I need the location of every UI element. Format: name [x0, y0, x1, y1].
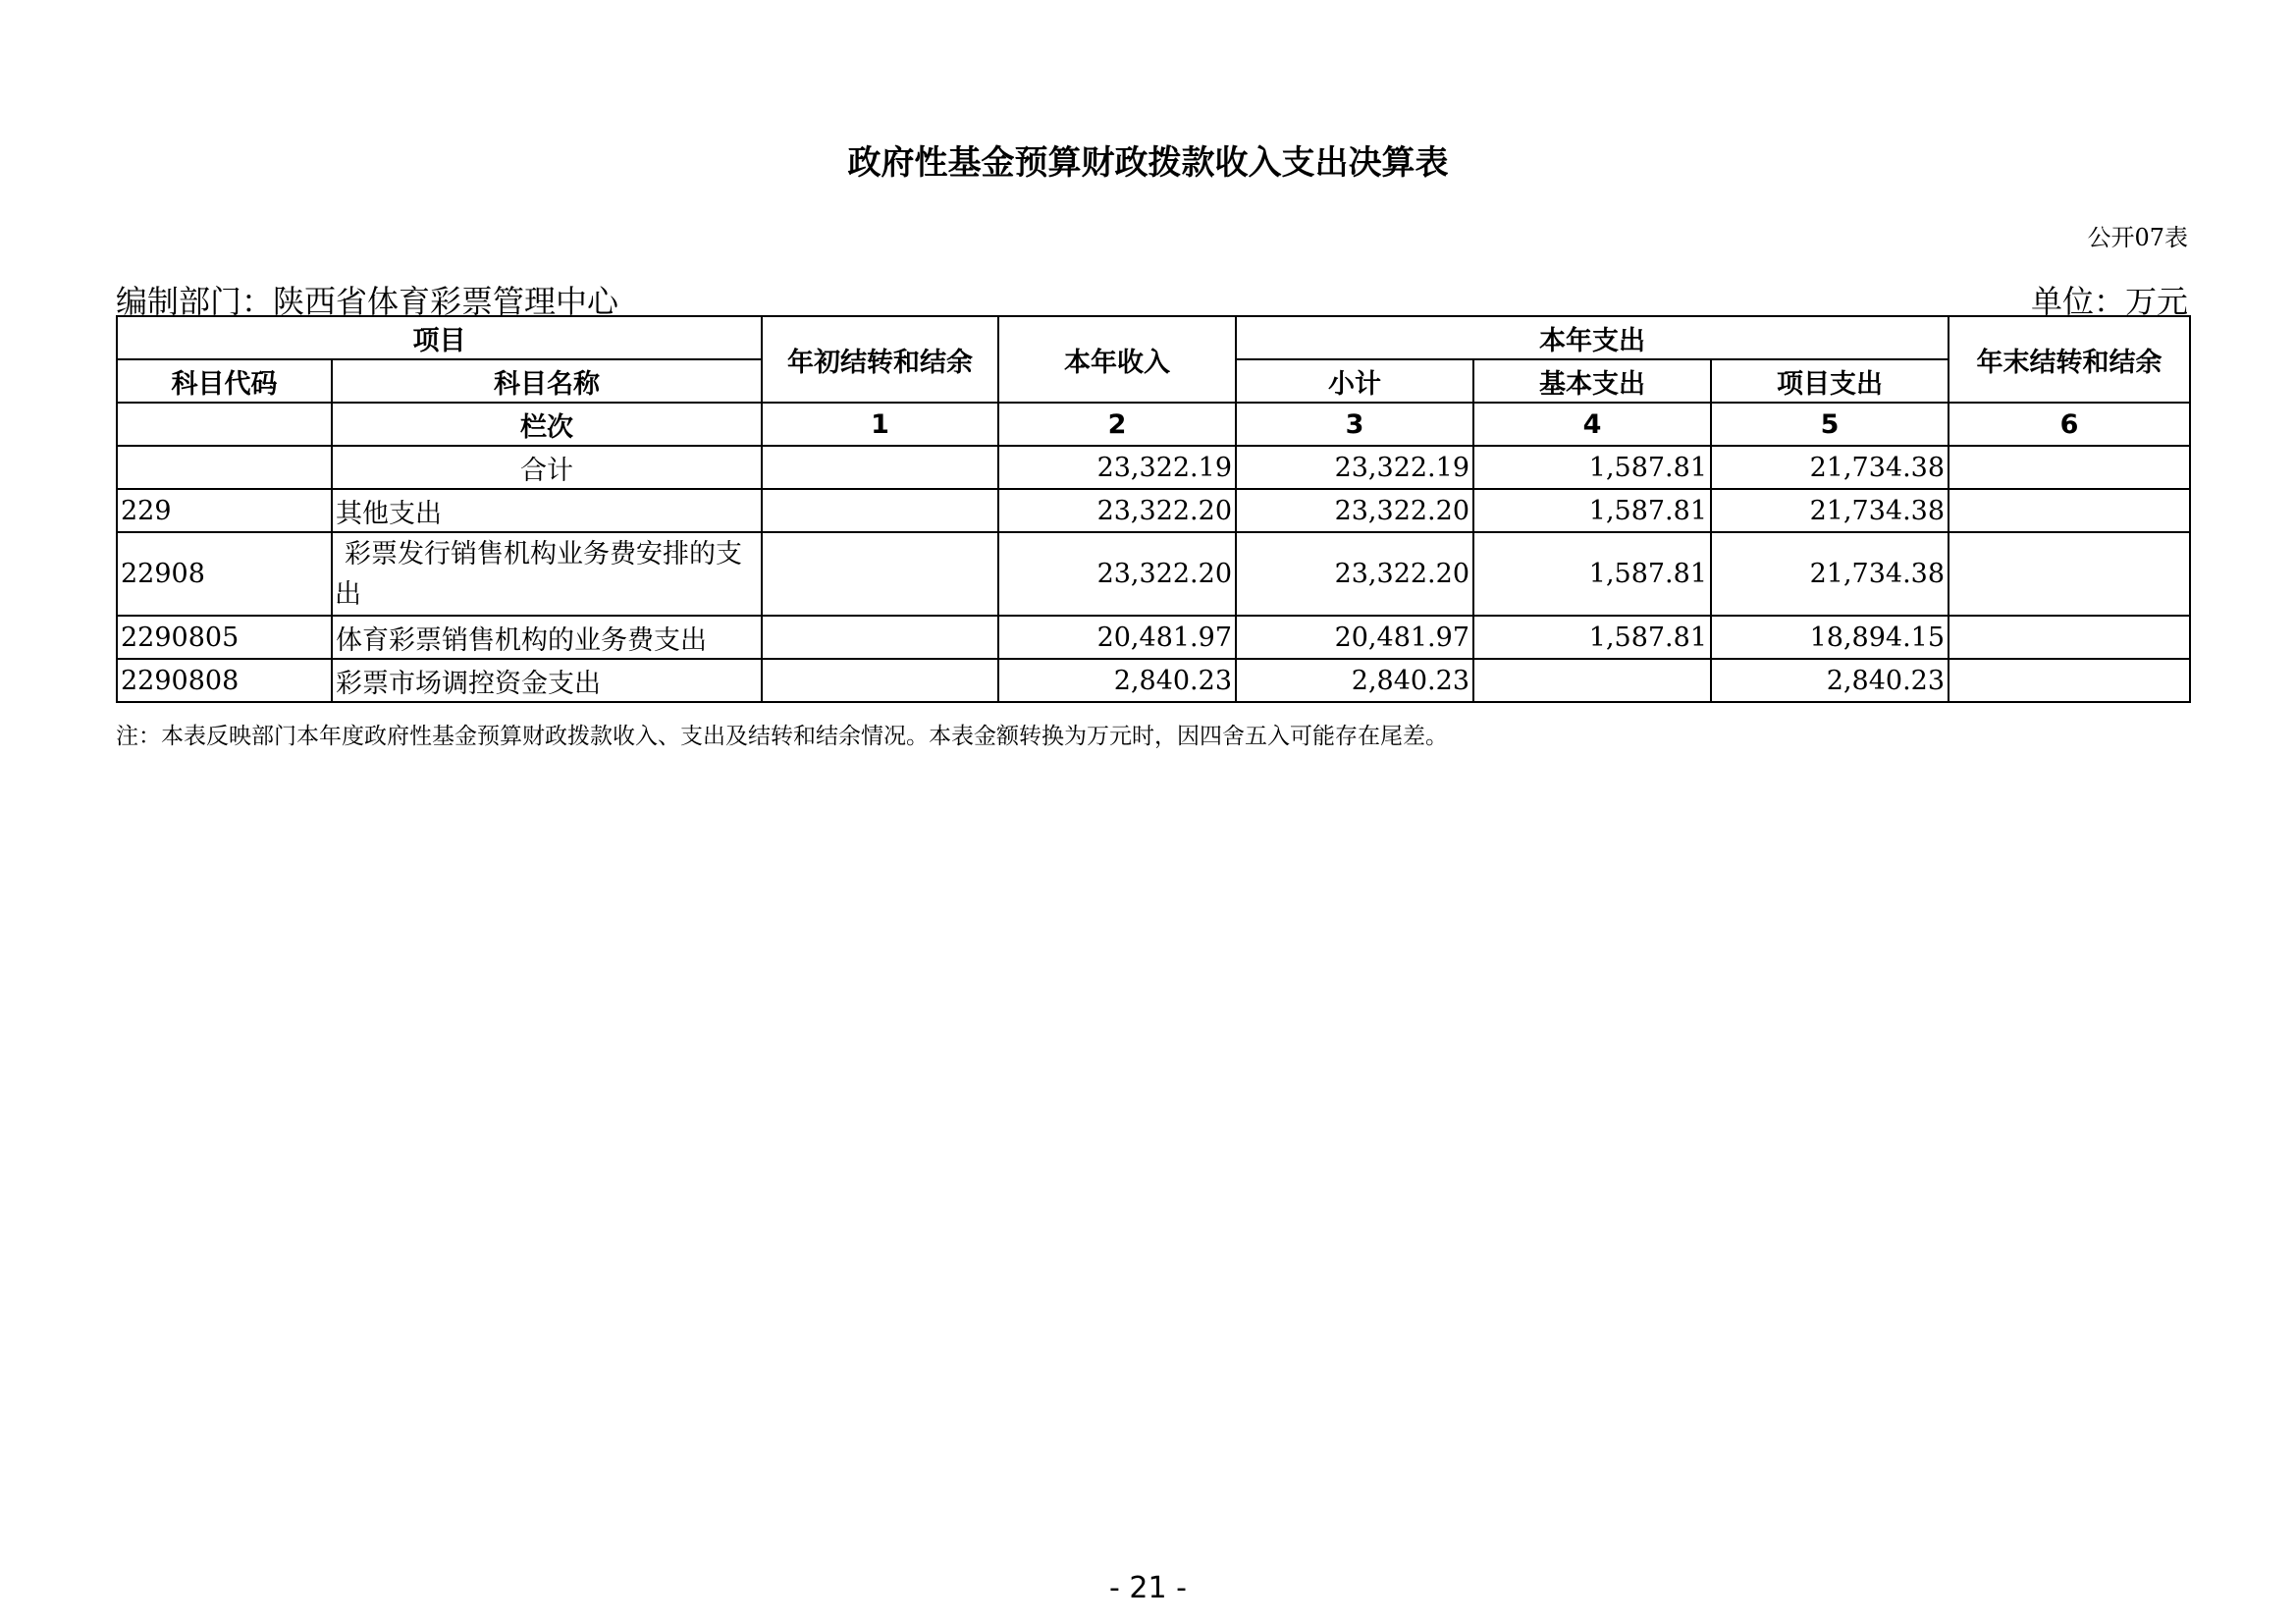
header-closing-balance: 年末结转和结余 [1949, 316, 2190, 403]
cell-subtotal: 23,322.20 [1236, 532, 1473, 616]
header-opening-balance: 年初结转和结余 [762, 316, 998, 403]
cell-basic: 1,587.81 [1473, 616, 1711, 659]
cell-code: 229 [117, 489, 332, 532]
header-project-expenditure: 项目支出 [1711, 359, 1949, 403]
cell-basic [1473, 659, 1711, 702]
cell-closing [1949, 616, 2190, 659]
column-index-label: 栏次 [332, 403, 762, 446]
cell-closing [1949, 489, 2190, 532]
column-index-1: 1 [762, 403, 998, 446]
cell-opening [762, 659, 998, 702]
table-row [117, 489, 2190, 532]
cell-subtotal: 20,481.97 [1236, 616, 1473, 659]
table-row-total [117, 446, 2190, 489]
column-index-2: 2 [998, 403, 1236, 446]
cell-basic: 1,587.81 [1473, 446, 1711, 489]
column-index-5: 5 [1711, 403, 1949, 446]
cell-subtotal: 23,322.20 [1236, 489, 1473, 532]
column-index-blank [117, 403, 332, 446]
header-subject-name: 科目名称 [332, 359, 762, 403]
header-row-1 [117, 316, 2190, 359]
cell-income: 23,322.20 [998, 489, 1236, 532]
cell-income: 2,840.23 [998, 659, 1236, 702]
cell-project: 18,894.15 [1711, 616, 1949, 659]
cell-code: 2290808 [117, 659, 332, 702]
cell-income: 23,322.19 [998, 446, 1236, 489]
cell-basic: 1,587.81 [1473, 532, 1711, 616]
header-subject-code: 科目代码 [117, 359, 332, 403]
header-expenditure: 本年支出 [1236, 316, 1949, 359]
budget-table [116, 315, 2191, 703]
cell-name: 合计 [332, 446, 762, 489]
cell-code: 2290805 [117, 616, 332, 659]
cell-income: 23,322.20 [998, 532, 1236, 616]
header-project: 项目 [117, 316, 762, 359]
cell-project: 21,734.38 [1711, 489, 1949, 532]
cell-code [117, 446, 332, 489]
cell-name: 其他支出 [332, 489, 762, 532]
cell-basic: 1,587.81 [1473, 489, 1711, 532]
cell-closing [1949, 446, 2190, 489]
header-subtotal: 小计 [1236, 359, 1473, 403]
cell-subtotal: 2,840.23 [1236, 659, 1473, 702]
cell-income: 20,481.97 [998, 616, 1236, 659]
column-index-row [117, 403, 2190, 446]
table-row [117, 616, 2190, 659]
cell-name: 彩票发行销售机构业务费安排的支出 [332, 532, 762, 616]
page-number: - 21 - [1109, 1571, 1187, 1605]
cell-opening [762, 489, 998, 532]
column-index-3: 3 [1236, 403, 1473, 446]
table-row [117, 532, 2190, 616]
header-basic-expenditure: 基本支出 [1473, 359, 1711, 403]
cell-opening [762, 616, 998, 659]
compiling-department: 编制部门：陕西省体育彩票管理中心 [116, 283, 619, 320]
cell-closing [1949, 659, 2190, 702]
table-row [117, 659, 2190, 702]
cell-code: 22908 [117, 532, 332, 616]
cell-name: 彩票市场调控资金支出 [332, 659, 762, 702]
column-index-6: 6 [1949, 403, 2190, 446]
cell-subtotal: 23,322.19 [1236, 446, 1473, 489]
cell-opening [762, 532, 998, 616]
cell-closing [1949, 532, 2190, 616]
form-number: 公开07表 [2087, 224, 2188, 251]
currency-unit: 单位：万元 [2030, 283, 2188, 320]
cell-opening [762, 446, 998, 489]
column-index-4: 4 [1473, 403, 1711, 446]
cell-project: 21,734.38 [1711, 446, 1949, 489]
page-title: 政府性基金预算财政拨款收入支出决算表 [847, 143, 1449, 183]
cell-project: 21,734.38 [1711, 532, 1949, 616]
table-note: 注：本表反映部门本年度政府性基金预算财政拨款收入、支出及结转和结余情况。本表金额转换为万元时，因四舍五入可能存在尾差。 [116, 724, 1448, 749]
cell-project: 2,840.23 [1711, 659, 1949, 702]
header-income: 本年收入 [998, 316, 1236, 403]
cell-name: 体育彩票销售机构的业务费支出 [332, 616, 762, 659]
